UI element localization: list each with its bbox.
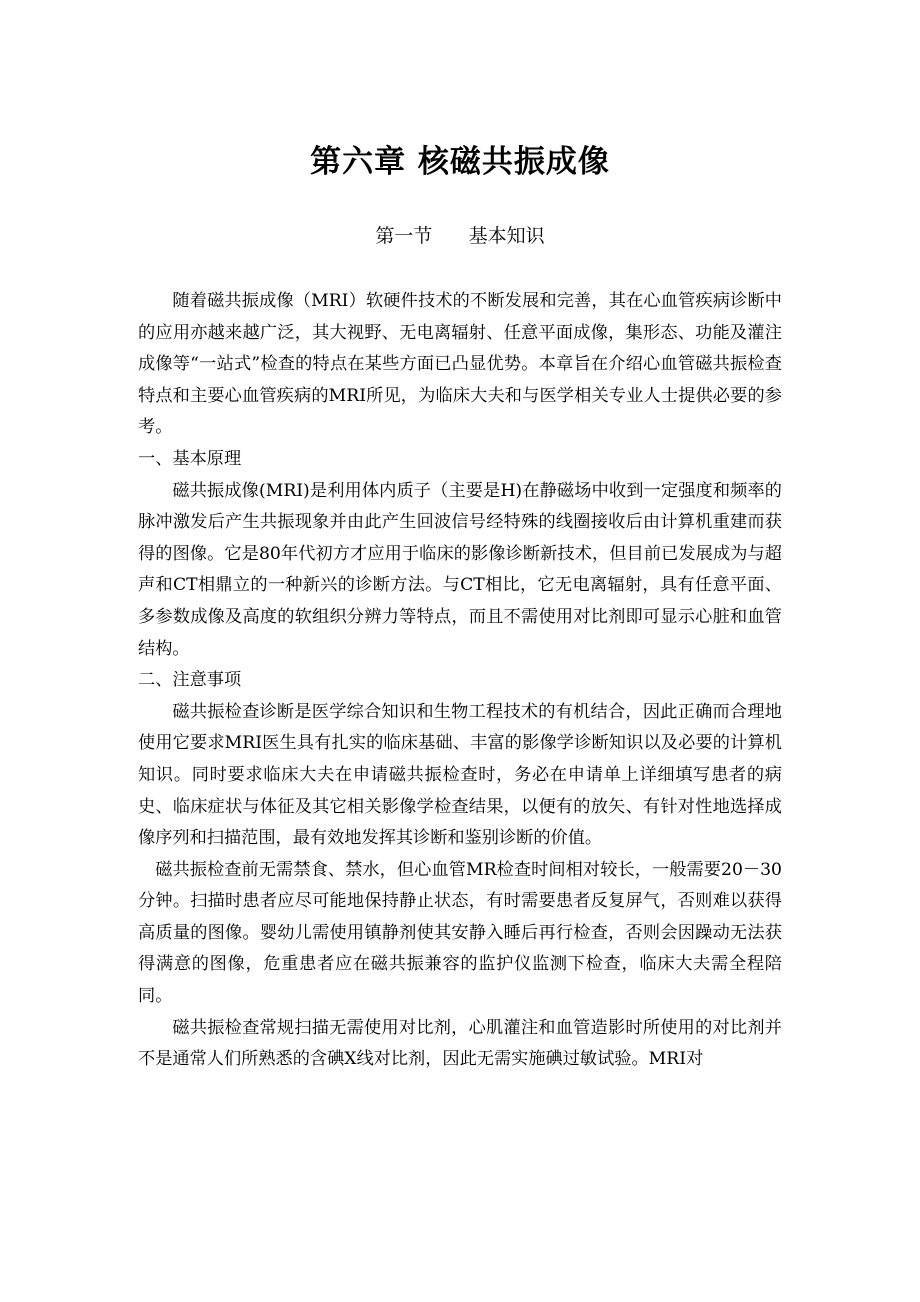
paragraph-contrast-agent: 磁共振检查常规扫描无需使用对比剂，心肌灌注和血管造影时所使用的对比剂并不是通常人们所熟悉的含碘X线对比剂，因此无需实施碘过敏试验。MRI对 (138, 1017, 782, 1070)
paragraph-intro: 随着磁共振成像（MRI）软硬件技术的不断发展和完善，其在心血管疾病诊断中的应用亦越来越广泛，其大视野、无电离辐射、任意平面成像，集形态、功能及灌注成像等“一站式”检查的特点在某些方面已凸显优势。本章旨在介绍心血管磁共振检查特点和主要心血管疾病的MRI所见，为临床大夫和与医学相关专业人士提供必要的参考。 (138, 291, 782, 438)
heading-basic-principles: 一、基本原理 (138, 448, 242, 469)
document-body (138, 286, 782, 1076)
chapter-title: 第六章 核磁共振成像 (310, 144, 610, 180)
paragraph-precautions: 磁共振检查诊断是医学综合知识和生物工程技术的有机结合，因此正确而合理地使用它要求MRI医生具有扎实的临床基础、丰富的影像学诊断知识以及必要的计算机知识。同时要求临床大夫在申请磁共振检查时，务必在申请单上详细填写患者的病史、临床症状与体征及其它相关影像学检查结果，以便有的放矢、有针对性地选择成像序列和扫描范围，最有效地发挥其诊断和鉴别诊断的价值。 (138, 701, 782, 849)
section-title: 第一节 基本知识 (375, 225, 545, 247)
paragraph-principles: 磁共振成像(MRI)是利用体内质子（主要是H)在静磁场中收到一定强度和频率的脉冲激发后产生共振现象并由此产生回波信号经特殊的线圈接收后由计算机重建而获得的图像。它是80年代初方才应用于临床的影像诊断新技术，但目前已发展成为与超声和CT相鼎立的一种新兴的诊断方法。与CT相比，它无电离辐射，具有任意平面、多参数成像及高度的软组织分辨力等特点，而且不需使用对比剂即可显示心脏和血管结构。 (138, 480, 782, 659)
heading-precautions: 二、注意事项 (138, 670, 242, 691)
paragraph-exam-preparation: 磁共振检查前无需禁食、禁水，但心血管MR检查时间相对较长，一般需要20－30分钟。扫描时患者应尽可能地保持静止状态，有时需要患者反复屏气，否则难以获得高质量的图像。婴幼儿需使用镇静剂使其安静入睡后再行检查，否则会因躁动无法获得满意的图像，危重患者应在磁共振兼容的监护仪监测下检查，临床大夫需全程陪同。 (138, 859, 782, 1007)
